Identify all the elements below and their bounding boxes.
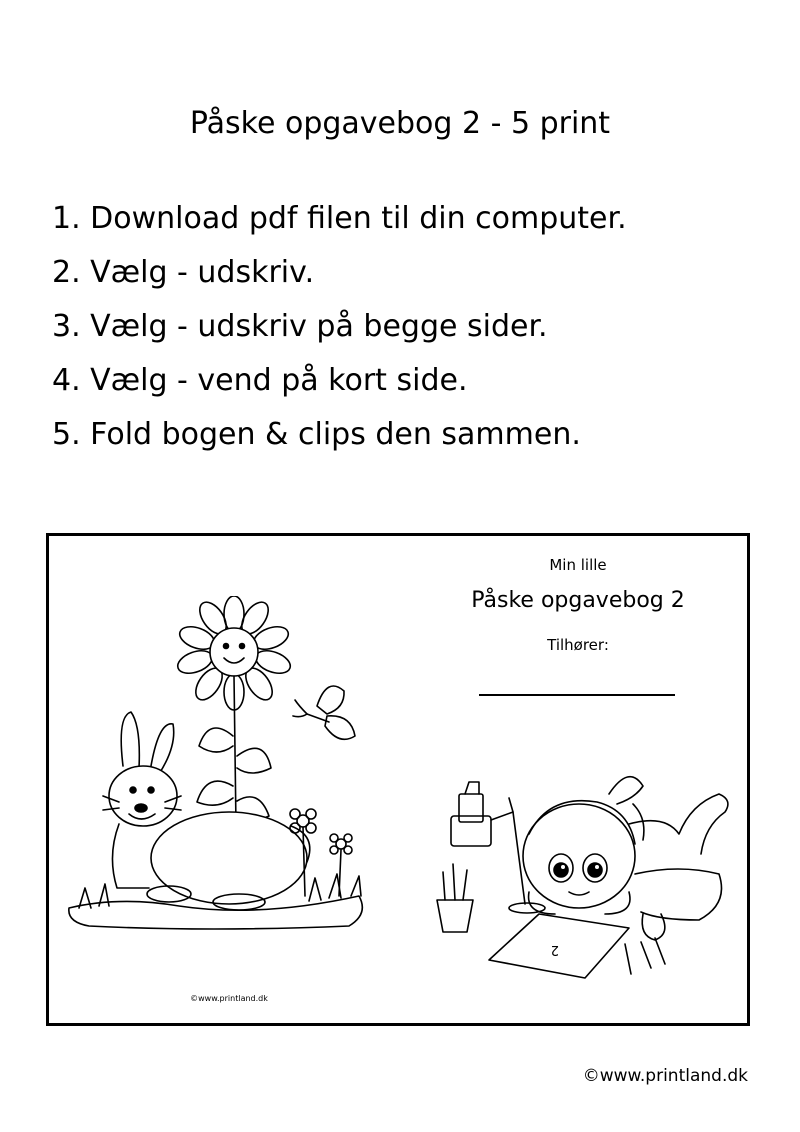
owner-name-line [479,694,675,696]
footer-copyright: ©www.printland.dk [582,1066,748,1086]
owner-label: Tilhører: [547,636,609,654]
girl-drawing-illustration [429,764,741,984]
instruction-step: 2. Vælg - udskriv. [52,255,315,290]
book-preview [46,533,750,1026]
page-title: Påske opgavebog 2 - 5 print [189,106,611,141]
cover-subtitle: Min lille [549,556,607,574]
bunny-icon [103,712,310,910]
pencil-cup-icon [437,864,473,932]
instruction-step: 1. Download pdf filen til din computer. [52,201,627,236]
instruction-list [52,192,627,462]
instruction-step: 5. Fold bogen & clips den sammen. [52,417,581,452]
book-cover-page [409,536,747,1023]
sheet-number: 2 [550,942,559,957]
instruction-step: 4. Vælg - vend på kort side. [52,363,468,398]
instruction-step: 3. Vælg - udskriv på begge sider. [52,309,548,344]
book-back-page [49,536,409,1023]
cover-title: Påske opgavebog 2 [471,588,685,613]
butterfly-icon [293,686,355,739]
inner-copyright: ©www.printland.dk [190,994,268,1003]
bunny-flowers-illustration [59,596,379,956]
